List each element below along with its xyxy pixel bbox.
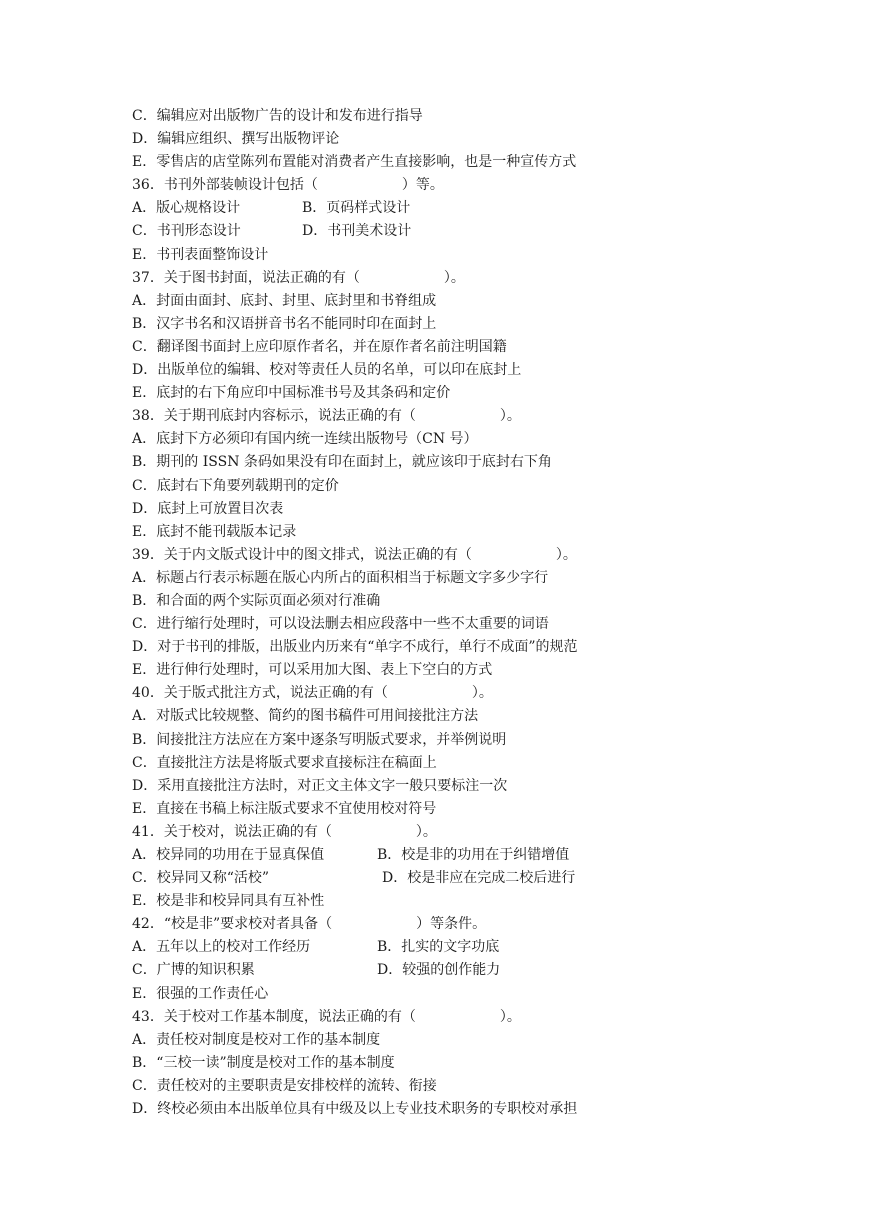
- line-text: E．校是非和校异同具有互补性: [132, 893, 325, 910]
- line-text: B．和合面的两个实际页面必须对行准确: [132, 592, 381, 609]
- line-text: C．进行缩行处理时，可以设法删去相应段落中一些不太重要的词语: [132, 616, 549, 633]
- line-text: A．标题占行表示标题在版心内所占的面积相当于标题文字多少字行: [132, 569, 549, 586]
- text-line: [132, 682, 832, 705]
- line-text: A．五年以上的校对工作经历: [132, 939, 311, 956]
- text-line: [132, 936, 832, 959]
- text-line: [132, 336, 832, 359]
- text-line: [132, 1006, 832, 1029]
- line-text: A．底封下方必须印有国内统一连续出版物号（CN 号）: [132, 431, 478, 448]
- text-line: [132, 382, 832, 405]
- text-line: [132, 428, 832, 451]
- line-text: B．“三校一读”制度是校对工作的基本制度: [132, 1054, 395, 1071]
- text-line: [132, 913, 832, 936]
- text-line: [132, 267, 832, 290]
- text-line: [132, 775, 832, 798]
- text-line: [132, 521, 832, 544]
- line-text: C．书刊形态设计: [132, 223, 241, 240]
- text-line: [132, 128, 832, 151]
- line-text: 41．关于校对，说法正确的有（ ）。: [132, 823, 437, 840]
- text-line: [132, 151, 832, 174]
- line-text: A．封面由面封、底封、封里、底封里和书脊组成: [132, 292, 437, 309]
- text-line: [132, 1075, 832, 1098]
- line-text: D．对于书刊的排版，出版业内历来有“单字不成行，单行不成面”的规范: [132, 639, 578, 656]
- line-text: D．采用直接批注方法时，对正文主体文字一般只要标注一次: [132, 777, 508, 794]
- text-line: [132, 244, 832, 267]
- line-text: 36．书刊外部装帧设计包括（ ）等。: [132, 177, 444, 194]
- text-line: [132, 613, 832, 636]
- text-line: [132, 959, 832, 982]
- line-option-right: D．较强的创作能力: [377, 962, 501, 979]
- line-text: 37．关于图书封面，说法正确的有（ ）。: [132, 269, 465, 286]
- line-text: E．零售店的店堂陈列布置能对消费者产生直接影响，也是一种宣传方式: [132, 154, 577, 171]
- line-text: C．责任校对的主要职责是安排校样的流转、衔接: [132, 1077, 437, 1094]
- text-line: [132, 659, 832, 682]
- line-option-right: B．页码样式设计: [302, 200, 411, 217]
- text-line: [132, 1029, 832, 1052]
- line-text: A．责任校对制度是校对工作的基本制度: [132, 1031, 381, 1048]
- line-text: C．底封右下角要列载期刊的定价: [132, 477, 339, 494]
- line-text: E．底封不能刊载版本记录: [132, 523, 297, 540]
- text-line: [132, 890, 832, 913]
- text-line: [132, 705, 832, 728]
- line-option-right: D．校是非应在完成二校后进行: [382, 870, 576, 887]
- line-text: C．校异同又称“活校”: [132, 870, 270, 887]
- text-line: [132, 867, 832, 890]
- line-text: D．出版单位的编辑、校对等责任人员的名单，可以印在底封上: [132, 362, 522, 379]
- text-line: [132, 844, 832, 867]
- text-line: [132, 405, 832, 428]
- text-line: [132, 359, 832, 382]
- line-text: 39．关于内文版式设计中的图文排式，说法正确的有（ ）。: [132, 546, 577, 563]
- text-line: [132, 1052, 832, 1075]
- text-line: [132, 544, 832, 567]
- line-text: C．编辑应对出版物广告的设计和发布进行指导: [132, 108, 423, 124]
- text-line: [132, 290, 832, 313]
- text-line: [132, 590, 832, 613]
- text-line: [132, 636, 832, 659]
- line-text: E．进行伸行处理时，可以采用加大图、表上下空白的方式: [132, 662, 493, 679]
- text-line: [132, 983, 832, 1006]
- line-option-right: B．校是非的功用在于纠错增值: [377, 847, 570, 863]
- line-text: 43．关于校对工作基本制度，说法正确的有（ ）。: [132, 1008, 521, 1025]
- text-line: [132, 451, 832, 474]
- text-line: [132, 752, 832, 775]
- text-line: [132, 498, 832, 521]
- line-text: B．汉字书名和汉语拼音书名不能同时印在面封上: [132, 315, 437, 332]
- text-line: [132, 197, 832, 220]
- text-line: [132, 313, 832, 336]
- line-text: E．底封的右下角应印中国标准书号及其条码和定价: [132, 385, 451, 402]
- line-text: E．很强的工作责任心: [132, 985, 269, 1002]
- text-line: [132, 1098, 832, 1121]
- text-line: [132, 821, 832, 844]
- line-option-right: D．书刊美术设计: [302, 223, 412, 240]
- text-line: [132, 475, 832, 498]
- line-text: B．期刊的 ISSN 条码如果没有印在面封上，就应该印于底封右下角: [132, 454, 552, 471]
- text-line: [132, 105, 832, 128]
- line-text: E．书刊表面整饰设计: [132, 246, 269, 263]
- line-text: C．广博的知识积累: [132, 962, 255, 979]
- line-text: A．对版式比较规整、简约的图书稿件可用间接批注方法: [132, 708, 479, 725]
- text-line: [132, 567, 832, 590]
- line-text: 42．“校是非”要求校对者具备（ ）等条件。: [132, 916, 487, 933]
- line-text: C．翻译图书面封上应印原作者名，并在原作者名前注明国籍: [132, 338, 507, 355]
- line-text: B．间接批注方法应在方案中逐条写明版式要求，并举例说明: [132, 731, 507, 748]
- line-text: D．终校必须由本出版单位具有中级及以上专业技术职务的专职校对承担: [132, 1101, 578, 1118]
- text-line: [132, 798, 832, 821]
- line-text: D．编辑应组织、撰写出版物评论: [132, 131, 340, 148]
- text-line: [132, 220, 832, 243]
- line-text: 40．关于版式批注方式，说法正确的有（ ）。: [132, 685, 493, 702]
- line-option-right: B．扎实的文字功底: [377, 939, 500, 956]
- exam-question-list: [132, 105, 832, 1121]
- text-line: [132, 729, 832, 752]
- line-text: E．直接在书稿上标注版式要求不宜使用校对符号: [132, 800, 437, 817]
- line-text: 38．关于期刊底封内容标示，说法正确的有（ ）。: [132, 408, 521, 425]
- line-text: A．版心规格设计: [132, 200, 241, 217]
- text-line: [132, 174, 832, 197]
- line-text: C．直接批注方法是将版式要求直接标注在稿面上: [132, 754, 437, 771]
- line-text: A．校异同的功用在于显真保值: [132, 847, 325, 863]
- line-text: D．底封上可放置目次表: [132, 500, 284, 517]
